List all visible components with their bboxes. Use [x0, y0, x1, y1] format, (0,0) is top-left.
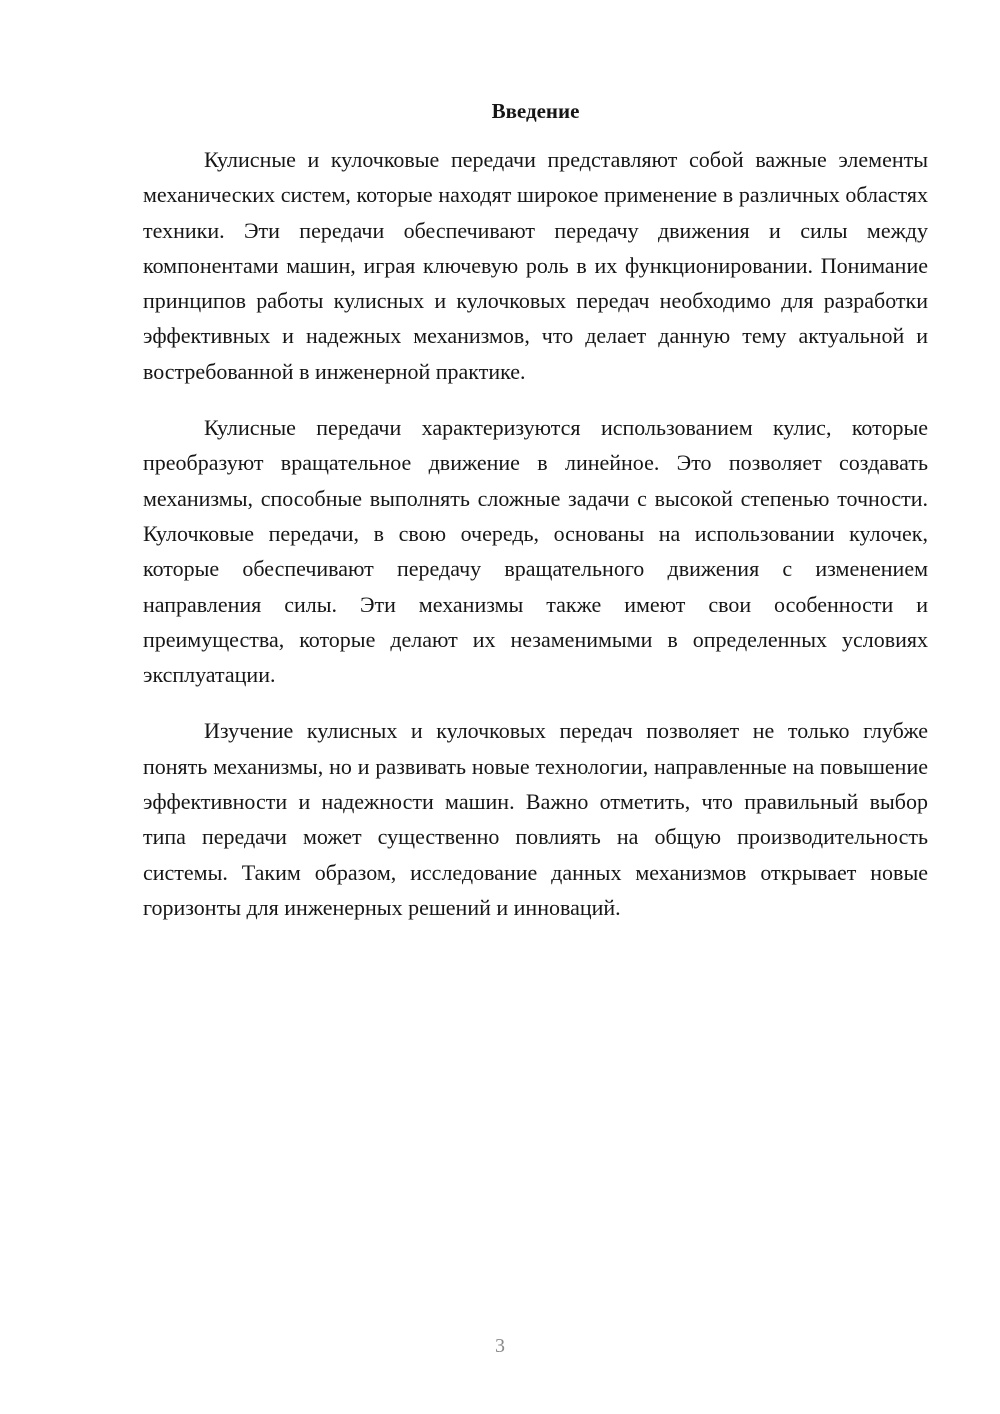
section-heading: Введение: [491, 99, 580, 123]
paragraph-3: Изучение кулисных и кулочковых передач позволяет не только глубже понять механизмы, но и развивать новые технологии, направленные на повышение эффективности и надежности машин. Важно отметить, что правильный выбор типа передачи может существенно повлиять на общую производительность системы. Таким образом, исследование данных механизмов открывает новые горизонты для инженерных решений и инноваций.: [143, 718, 928, 920]
paragraph-2: Кулисные передачи характеризуются использованием кулис, которые преобразуют вращательное движение в линейное. Это позволяет создавать механизмы, способные выполнять сложные задачи с высокой степенью точности. Кулочковые передачи, в свою очередь, основаны на использовании кулочек, которые обеспечивают передачу вращательного движения с изменением направления силы. Эти механизмы также имеют свои особенности и преимущества, которые делают их незаменимыми в определенных условиях эксплуатации.: [143, 415, 928, 688]
page-number: 3: [495, 1335, 505, 1357]
paragraph-1: Кулисные и кулочковые передачи представляют собой важные элементы механических систем, которые находят широкое применение в различных областях техники. Эти передачи обеспечивают передачу движения и силы между компонентами машин, играя ключевую роль в их функционировании. Понимание принципов работы кулисных и кулочковых передач необходимо для разработки эффективных и надежных механизмов, что делает данную тему актуальной и востребованной в инженерной практике.: [143, 147, 928, 384]
body-text: [143, 142, 928, 946]
